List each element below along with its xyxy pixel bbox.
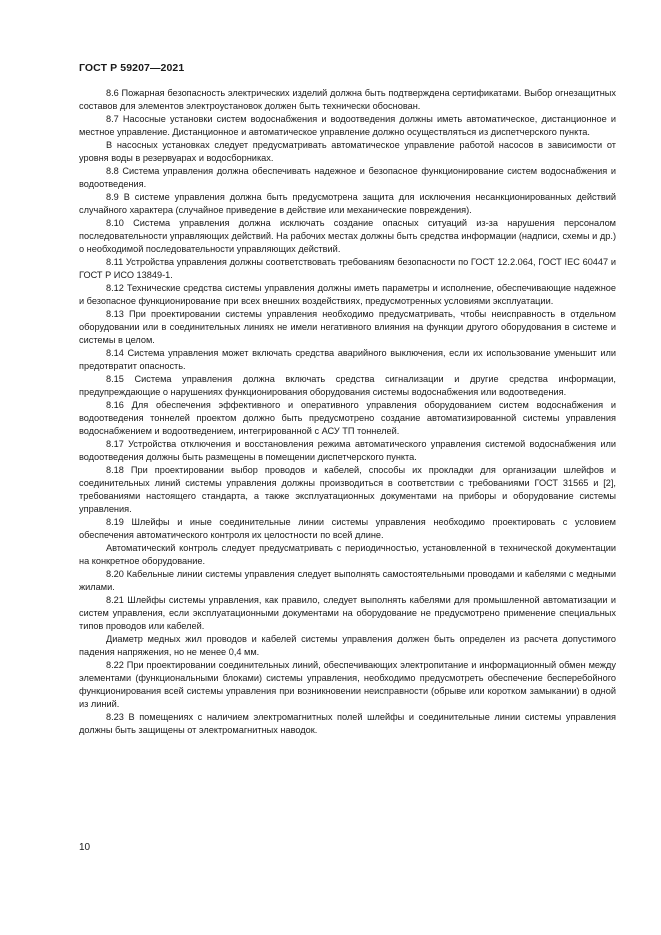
paragraph-8-22: 8.22 При проектировании соединительных линий, обеспечивающих электропитание и информационный обмен между элементами (функциональными блоками) системы управления, необходимо предусмотреть обеспечение бесперебойного функционирования всей системы управления при возникновении неисправности (обрыве или коротком замыкании) в одной из линий.: [79, 660, 616, 709]
paragraph-8-12: 8.12 Технические средства системы управления должны иметь параметры и исполнение, обеспечивающие надежное и безопасное функционирование при всех внешних воздействиях, предусмотренных условиями эксплуатации.: [79, 283, 616, 306]
paragraph-8-21-cont: Диаметр медных жил проводов и кабелей системы управления должен быть определен из расчета допустимого падения напряжения, но не менее 0,4 мм.: [79, 634, 616, 657]
paragraph-8-15: 8.15 Система управления должна включать средства сигнализации и другие средства информации, предупреждающие о нарушениях функционирования оборудования системы водоснабжения или водоотведения.: [79, 374, 616, 397]
paragraph-8-16: 8.16 Для обеспечения эффективного и оперативного управления оборудованием систем водоснабжения и водоотведения тоннелей проектом должно быть предусмотрено создание автоматизированной системы управления водоснабжением и водоотведением, интегрированной с АСУ ТП тоннелей.: [79, 400, 616, 436]
paragraph-8-10: 8.10 Система управления должна исключать создание опасных ситуаций из-за нарушения персоналом последовательности управляющих действий. На рабочих местах должны быть средства информации (надписи, схемы и др.) о необходимой последовательности управляющих действий.: [79, 218, 616, 254]
paragraph-8-19-cont: Автоматический контроль следует предусматривать с периодичностью, установленной в технической документации на конкретное оборудование.: [79, 543, 616, 566]
paragraph-8-23: 8.23 В помещениях с наличием электромагнитных полей шлейфы и соединительные линии системы управления должны быть защищены от электромагнитных наводок.: [79, 712, 616, 735]
paragraph-8-14: 8.14 Система управления может включать средства аварийного выключения, если их использование уменьшит или предотвратит опасность.: [79, 348, 616, 371]
paragraph-8-11: 8.11 Устройства управления должны соответствовать требованиям безопасности по ГОСТ 12.2.064, ГОСТ IEC 60447 и ГОСТ Р ИСО 13849-1.: [79, 257, 616, 280]
paragraph-8-9: 8.9 В системе управления должна быть предусмотрена защита для исключения несанкционированных действий случайного характера (случайное приведение в действие или механические повреждения).: [79, 192, 616, 215]
page-number: 10: [79, 842, 91, 853]
paragraph-8-8: 8.8 Система управления должна обеспечивать надежное и безопасное функционирование систем водоснабжения и водоотведения.: [79, 166, 616, 189]
paragraph-8-19: 8.19 Шлейфы и иные соединительные линии системы управления необходимо проектировать с условием обеспечения автоматического контроля их целостности по всей длине.: [79, 517, 616, 540]
paragraph-8-21: 8.21 Шлейфы системы управления, как правило, следует выполнять кабелями для промышленной автоматизации и систем управления, если эксплуатационными документами на оборудование не предусмотрено применение специальных типов проводов или кабелей.: [79, 595, 616, 631]
document-body: [79, 87, 616, 737]
paragraph-8-6: 8.6 Пожарная безопасность электрических изделий должна быть подтверждена сертификатами. Выбор огнезащитных составов для элементов электроустановок должен быть технически обоснован.: [79, 88, 616, 111]
paragraph-8-18: 8.18 При проектировании выбор проводов и кабелей, способы их прокладки для организации шлейфов и соединительных линий системы управления должны производиться в соответствии с требованиями ГОСТ 31565 и [2], требованиями настоящего стандарта, а также эксплуатационных документами на приборы и оборудование системы управления.: [79, 465, 616, 514]
paragraph-8-7-cont: В насосных установках следует предусматривать автоматическое управление работой насосов в зависимости от уровня воды в резервуарах и водосборниках.: [79, 140, 616, 163]
paragraph-8-13: 8.13 При проектировании системы управления необходимо предусматривать, чтобы неисправность в отдельном оборудовании или в соединительных линиях не имели негативного влияния на функции другого оборудования в системе и системы в целом.: [79, 309, 616, 345]
document-code-header: ГОСТ Р 59207—2021: [79, 62, 185, 74]
paragraph-8-7: 8.7 Насосные установки систем водоснабжения и водоотведения должны иметь автоматическое, дистанционное и местное управление. Дистанционное и автоматическое управление должно осуществляться из диспетчерского пункта.: [79, 114, 616, 137]
paragraph-8-17: 8.17 Устройства отключения и восстановления режима автоматического управления системой водоснабжения или водоотведения должны быть размещены в помещении диспетчерского пункта.: [79, 439, 616, 462]
paragraph-8-20: 8.20 Кабельные линии системы управления следует выполнять самостоятельными проводами и кабелями с медными жилами.: [79, 569, 616, 592]
